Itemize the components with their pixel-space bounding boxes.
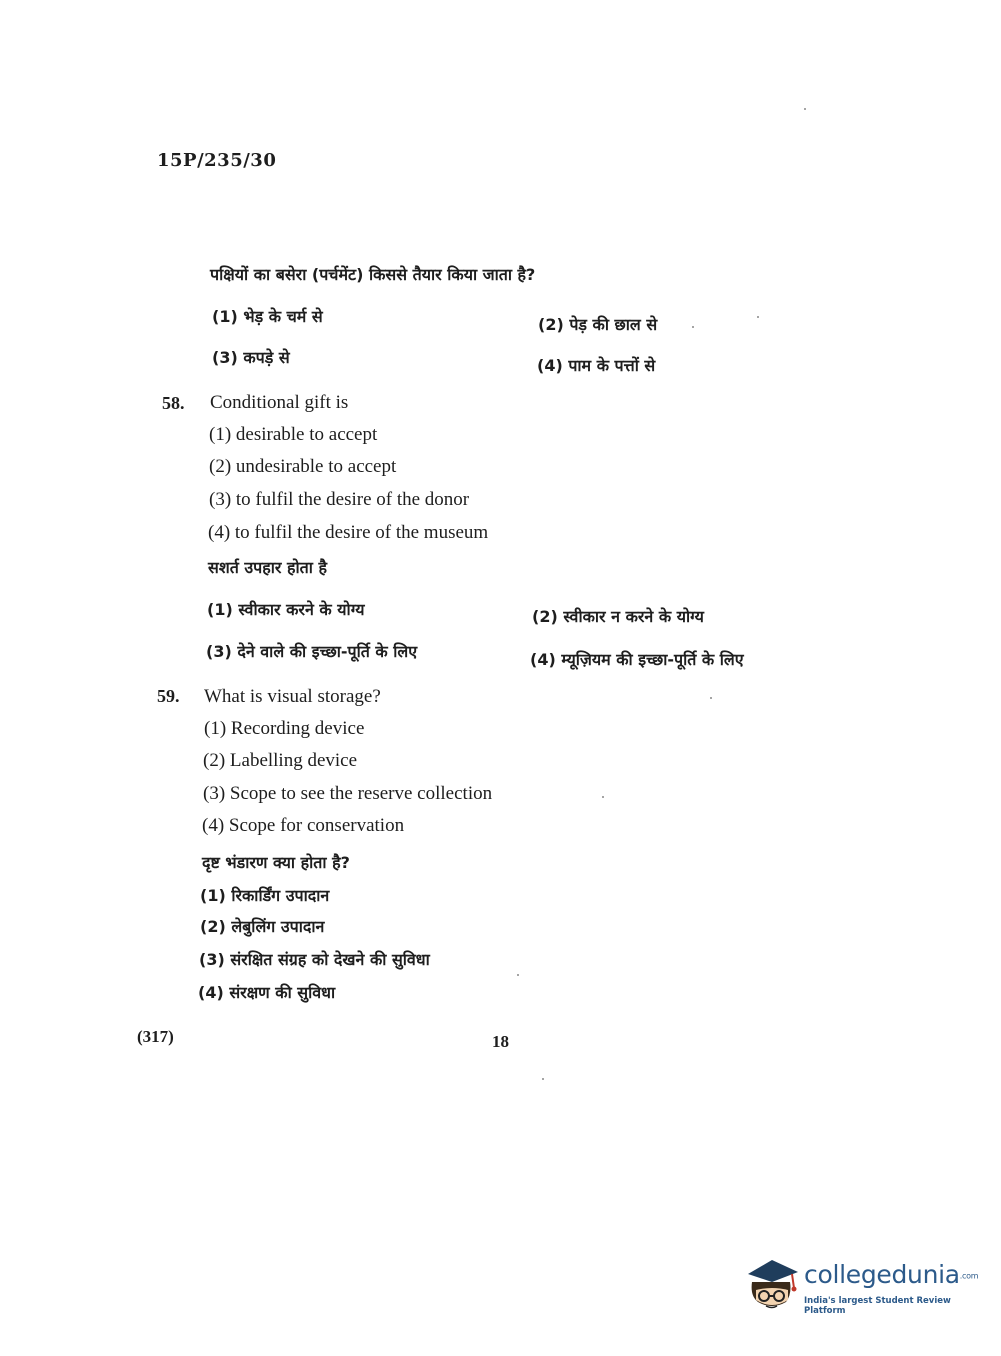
q58-option-1-en: (1) desirable to accept: [209, 424, 378, 445]
q58-option-2-hi: (2) स्वीकार न करने के योग्य: [532, 607, 704, 626]
collegedunia-logo[interactable]: [742, 1252, 982, 1322]
q58-option-1-hi: (1) स्वीकार करने के योग्य: [207, 600, 365, 619]
q59-option-4-hi: (4) संरक्षण की सुविधा: [198, 983, 336, 1002]
q58-question-en: Conditional gift is: [210, 392, 349, 413]
q59-option-3-en: (3) Scope to see the reserve collection: [203, 783, 493, 804]
q57-option-4-hi: (4) पाम के पत्तों से: [537, 356, 656, 375]
student-mascot-icon: [742, 1252, 802, 1318]
q59-number: 59.: [157, 686, 180, 706]
scan-speck: [804, 108, 806, 110]
logo-tagline: India's largest Student Review Platform: [804, 1296, 951, 1316]
q59-question-en: What is visual storage?: [204, 686, 381, 707]
q59-option-1-en: (1) Recording device: [204, 718, 365, 739]
q58-option-3-hi: (3) देने वाले की इच्छा-पूर्ति के लिए: [206, 642, 418, 661]
logo-wordmark: collegedunia: [804, 1260, 960, 1289]
paper-code: 15P/235/30: [157, 150, 277, 171]
q59-option-4-en: (4) Scope for conservation: [202, 815, 405, 836]
q58-option-2-en: (2) undesirable to accept: [209, 456, 397, 477]
q57-option-1-hi: (1) भेड़ के चर्म से: [212, 307, 323, 326]
logo-suffix: .com: [959, 1271, 979, 1281]
page-number: 18: [492, 1032, 509, 1051]
q57-question-hi: पक्षियों का बसेरा (पर्चमेंट) किससे तैयार किया जाता है?: [210, 265, 536, 284]
q57-option-3-hi: (3) कपड़े से: [212, 348, 290, 367]
q58-option-3-en: (3) to fulfil the desire of the donor: [209, 489, 470, 510]
q58-option-4-en: (4) to fulfil the desire of the museum: [208, 522, 489, 543]
q59-option-3-hi: (3) संरक्षित संग्रह को देखने की सुविधा: [199, 950, 430, 969]
q58-question-hi: सशर्त उपहार होता है: [208, 558, 327, 577]
q59-option-1-hi: (1) रिकार्डिंग उपादान: [200, 886, 330, 905]
scan-speck: [542, 1078, 544, 1080]
q57-option-2-hi: (2) पेड़ की छाल से: [538, 315, 658, 334]
footer-code: (317): [137, 1027, 174, 1046]
q58-number: 58.: [162, 393, 185, 413]
scan-speck: [602, 796, 604, 798]
q59-option-2-hi: (2) लेबुलिंग उपादान: [200, 917, 325, 936]
scan-speck: [710, 697, 712, 699]
scan-speck: [757, 316, 759, 318]
scan-speck: [517, 974, 519, 976]
scan-speck: [692, 326, 694, 328]
q58-option-4-hi: (4) म्यूज़ियम की इच्छा-पूर्ति के लिए: [530, 650, 744, 669]
q59-question-hi: दृष्ट भंडारण क्या होता है?: [202, 853, 350, 872]
q59-option-2-en: (2) Labelling device: [203, 750, 358, 771]
